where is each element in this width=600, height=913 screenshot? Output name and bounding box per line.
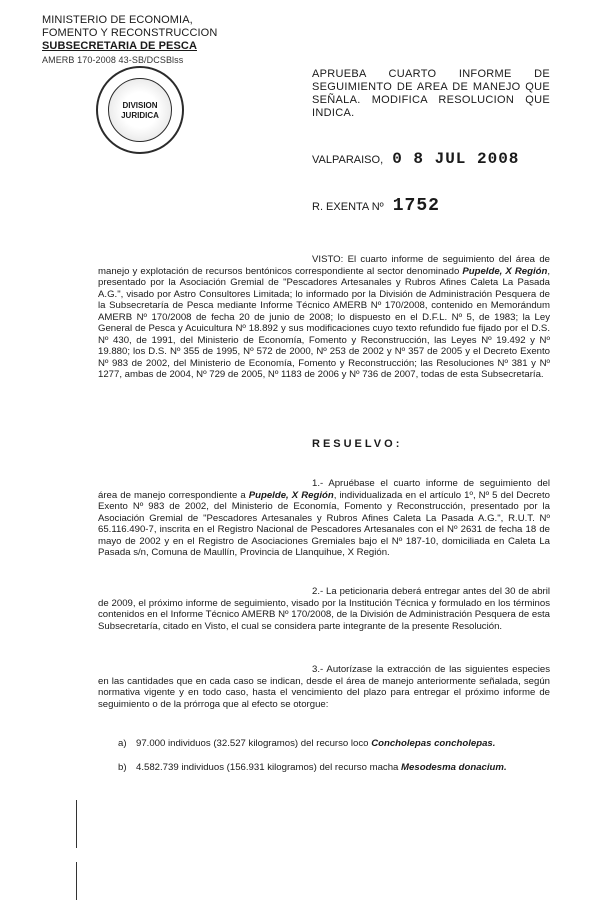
margin-rule-lower: [76, 862, 77, 900]
ministry-subtitle: FOMENTO Y RECONSTRUCCION: [42, 27, 218, 39]
exenta-line: [312, 196, 440, 216]
stamp-line-2: JURIDICA: [121, 111, 159, 120]
division-juridica-stamp: [96, 66, 184, 154]
res1-text-2: , individualizada en el artículo 1º, Nº 5 del Decreto Exento Nº 983 de 2002, del Ministerio de Economía, Fomento y Reconstrucción, presentado por la Asociación Gremial de "Pescadores Artesanales y Rubros Afines Caleta La Pasada A.G.", R.U.T. Nº 65.116.490-7, inscrita en el Registro Nacional de Pescadores Artesanales con el Nº 2631 de fecha 18 de mayo de 2002 y en el Registro de Asociaciones Gremiales bajo el Nº 187-10, domiciliada en Caleta La Pasada s/n, Comuna de Maullín, Provincia de Llanquihue, X Región.: [98, 489, 550, 558]
res1-area-name: Pupelde, X Región: [248, 489, 334, 501]
species-item-b: [118, 762, 550, 774]
place-date: [312, 150, 519, 168]
visto-text-2: , presentado por la Asociación Gremial de "Pescadores Artesanales y Rubros Afines Caleta La Pasada A.G.", visado por Astro Consultores Limitada; lo informado por la División de Administración Pesquera de la Subsecretaría de Pesca mediante Informe Técnico AMERB Nº 170/2008, contenido en Memorándum AMERB Nº 170/2008 de fecha 20 de junio de 2008; lo dispuesto en el D.F.L. Nº 5, de 1983; la Ley General de Pesca y Acuicultura Nº 18.892 y sus modificaciones cuyo texto refundido fue fijado por el D.S. Nº 430, de 1991, del Ministerio de Economía, Fomento y Reconstrucción, las Leyes Nº 19.492 y Nº 19.880; los D.S. Nº 355 de 1995, Nº 572 de 2000, Nº 253 de 2002 y Nº 357 de 2005 y el Decreto Exento Nº 983 de 2002, del Ministerio de Economía, Fomento y Reconstrucción; las Resoluciones Nº 381 y Nº 1277, ambas de 2004, Nº 729 de 2005, Nº 1183 de 2006 y Nº 736 de 2007, todas de esta Subsecretaría.: [98, 265, 551, 380]
resolution-item-1: [98, 478, 550, 559]
resolution-item-2: 2.- La peticionaria deberá entregar antes del 30 de abril de 2009, el próximo informe de seguimiento, visado por la Institución Técnica y formulado en los términos contenidos en el Informe Técnico AMERB Nº 170/2008, de la División de Administración Pesquera de esta Subsecretaría, citado en Visto, el cual se considera parte integrante de la presente Resolución.: [98, 586, 550, 632]
exenta-number: 1752: [392, 196, 440, 216]
item-species: Concholepas concholepas.: [371, 738, 496, 749]
species-item-a: [118, 738, 550, 750]
res1-text-1: 1.- Apruébase el cuarto informe de seguimiento del área de manejo correspondiente a: [98, 478, 550, 501]
visto-area-name: Pupelde, X Región: [462, 265, 548, 277]
exenta-label: R. EXENTA Nº: [312, 201, 384, 213]
visto-paragraph: [98, 254, 550, 381]
item-quantity: 4.582.739 individuos (156.931 kilogramos) del recurso macha: [136, 762, 402, 773]
date-stamp: 0 8 JUL 2008: [392, 150, 520, 168]
visto-text-1: VISTO: El cuarto informe de seguimiento del área de manejo y explotación de recursos bentónicos correspondiente al sector denominado: [98, 254, 550, 277]
resuelvo-heading: RESUELVO:: [312, 438, 403, 450]
subsecretaria-name: SUBSECRETARIA DE PESCA: [42, 40, 197, 52]
stamp-inner-circle: [108, 78, 172, 142]
resolution-item-3: 3.- Autorízase la extracción de las siguientes especies en las cantidades que en cada caso se indican, desde el área de manejo anteriormente señalada, según normativa vigente y en todo caso, hasta el vencimiento del plazo para entregar el próximo informe de seguimiento o de la prórroga que al efecto se otorgue:: [98, 664, 550, 710]
item-quantity: 97.000 individuos (32.527 kilogramos) del recurso loco: [136, 738, 372, 749]
stamp-line-1: DIVISION: [122, 101, 158, 110]
reference-code: AMERB 170-2008 43-SB/DCSBlss: [42, 55, 184, 65]
item-species: Mesodesma donacium.: [401, 762, 507, 773]
margin-rule-upper: [76, 800, 77, 848]
item-letter: a): [118, 738, 127, 749]
place-label: VALPARAISO,: [312, 154, 384, 166]
ministry-name: MINISTERIO DE ECONOMIA,: [42, 14, 193, 26]
item-letter: b): [118, 762, 127, 773]
resolution-title: APRUEBA CUARTO INFORME DE SEGUIMIENTO DE AREA DE MANEJO QUE SEÑALA. MODIFICA RESOLUCION QUE INDICA.: [312, 68, 550, 119]
